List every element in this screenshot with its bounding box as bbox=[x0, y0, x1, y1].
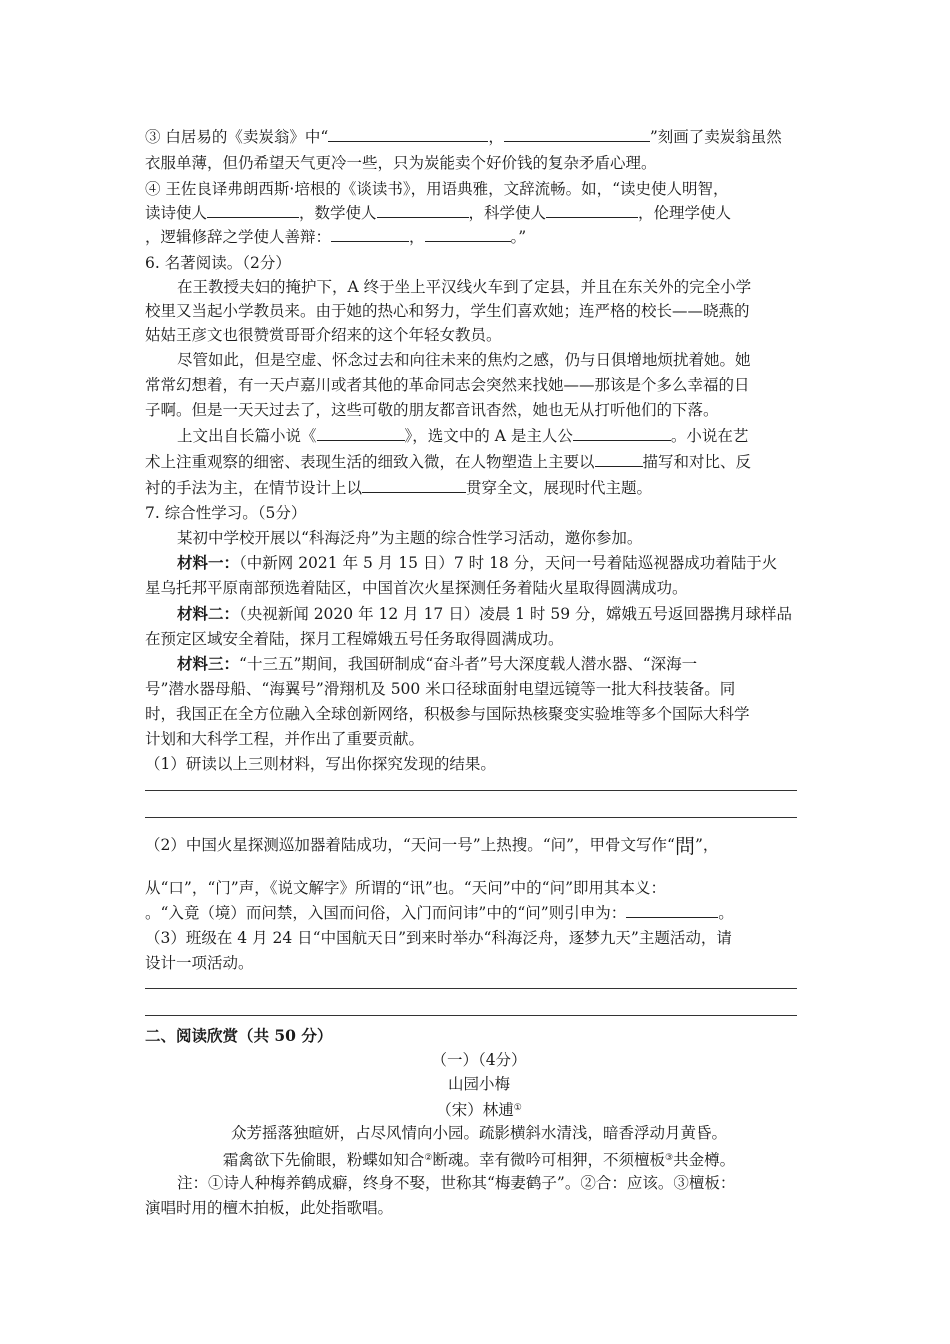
text: ③ 白居易的《卖炭翁》中“ bbox=[145, 128, 329, 146]
answer-blank[interactable] bbox=[595, 451, 643, 467]
text: ，科学使人 bbox=[468, 204, 547, 222]
answer-line[interactable] bbox=[145, 1015, 797, 1016]
text: 》，选文中的 A 是主人公 bbox=[404, 427, 573, 445]
answer-blank[interactable] bbox=[504, 126, 650, 142]
text: 贯穿全文，展现时代主题。 bbox=[466, 479, 653, 497]
q7-title: 7. 综合性学习。（5分） bbox=[145, 504, 307, 522]
q7-material3-line4: 计划和大科学工程，并作出了重要贡献。 bbox=[145, 730, 425, 748]
text: （中新网 2021 年 5 月 15 日）7 时 18 分，天问一号着陆巡视器成功着陆于火 bbox=[239, 554, 778, 572]
text: ，数学使人 bbox=[299, 204, 377, 222]
oracle-bone-wen-glyph: 問 bbox=[674, 834, 695, 858]
note-marker: ② bbox=[424, 1153, 433, 1163]
q6-p2-line3: 子啊。但是一天天过去了，这些可敬的朋友都音讯杳然，她也无从打听他们的下落。 bbox=[145, 401, 719, 419]
answer-blank[interactable] bbox=[425, 226, 511, 242]
q7-material3-line3: 时，我国正在全方位融入全球创新网络，积极参与国际热核聚变实验堆等多个国际大科学 bbox=[145, 705, 750, 723]
text: ”， bbox=[694, 836, 719, 854]
text: ，伦理学使人 bbox=[638, 204, 732, 222]
text: 衬的手法为主，在情节设计上以 bbox=[145, 479, 363, 497]
answer-blank[interactable] bbox=[328, 126, 488, 142]
q6-p2-line2: 常常幻想着，有一天卢嘉川或者其他的革命同志会突然来找她——那该是个多么幸福的日 bbox=[145, 376, 750, 394]
q5-item3-line2: 衣服单薄，但仍希望天气更冷一些，只为炭能卖个好价钱的复杂矛盾心理。 bbox=[145, 154, 657, 172]
answer-blank[interactable] bbox=[546, 202, 638, 218]
poem-notes-line1: 注：①诗人种梅养鹤成癖，终身不娶，世称其“梅妻鹤子”。②合：应该。③檀板： bbox=[177, 1174, 736, 1192]
answer-line[interactable] bbox=[145, 988, 797, 989]
text: 。小说在艺 bbox=[670, 427, 749, 445]
q7-material1-line1 bbox=[177, 552, 813, 574]
text: ”刻画了卖炭翁虽然 bbox=[649, 128, 782, 146]
q7-material3-line2: 号”潜水器母船、“海翼号”滑翔机及 500 米口径球面射电望远镜等一批大科技装备。同 bbox=[145, 680, 736, 698]
poem-author bbox=[145, 1097, 813, 1121]
text: “十三五”期间，我国研制成“奋斗者”号大深度载人潜水器、“深海一 bbox=[239, 655, 698, 673]
text: ， bbox=[488, 128, 504, 146]
q7-material2-line2: 在预定区域安全着陆，探月工程嫦娥五号任务取得圆满成功。 bbox=[145, 630, 564, 648]
text: 读诗使人 bbox=[145, 204, 208, 222]
q6-p3-line3 bbox=[145, 477, 813, 499]
poem-line2 bbox=[145, 1147, 813, 1171]
q7-material1-line2: 星乌托邦平原南部预选着陆区，中国首次火星探测任务着陆火星取得圆满成功。 bbox=[145, 579, 688, 597]
q5-item4-line2 bbox=[145, 202, 813, 224]
text: 上文出自长篇小说《 bbox=[177, 427, 317, 445]
text: 断魂。幸有微吟可相狎，不须檀板 bbox=[432, 1151, 665, 1169]
poem-line1: 众芳摇落独暄妍，占尽风情向小园。疏影横斜水清浅，暗香浮动月黄昏。 bbox=[230, 1124, 727, 1142]
text: ， bbox=[409, 228, 425, 246]
q7-intro: 某初中学校开展以“科海泛舟”为主题的综合性学习活动，邀你参加。 bbox=[177, 529, 643, 547]
answer-blank[interactable] bbox=[377, 202, 469, 218]
material1-label: 材料一： bbox=[177, 553, 240, 572]
q6-p1-line3: 姑姑王彦文也很赞赏哥哥介绍来的这个年轻女教员。 bbox=[145, 326, 502, 344]
material3-label: 材料三： bbox=[177, 654, 240, 673]
q6-title: 6. 名著阅读。（2分） bbox=[145, 254, 291, 272]
q7-sub3-line1: （3）班级在 4 月 24 日“中国航天日”到来时举办“科海泛舟，逐梦九天”主题活动，请 bbox=[145, 929, 732, 947]
answer-blank[interactable] bbox=[626, 902, 718, 918]
answer-blank[interactable] bbox=[362, 477, 466, 493]
q5-item4-line3 bbox=[145, 226, 813, 248]
q7-material3-line1 bbox=[177, 653, 813, 675]
poem-part-label: （一）（4分） bbox=[431, 1051, 527, 1069]
answer-line[interactable] bbox=[145, 790, 797, 791]
text: 。 bbox=[718, 904, 734, 922]
answer-blank[interactable] bbox=[317, 425, 405, 441]
q5-item3-line1 bbox=[145, 126, 813, 148]
q6-p1-line2: 校里又当起小学教员来。由于她的热心和努力，学生们喜欢她；连严格的校长——晓燕的 bbox=[145, 302, 750, 320]
text: （2）中国火星探测巡加器着陆成功，“天问一号”上热搜。“问”，甲骨文写作“ bbox=[145, 836, 675, 854]
text: （央视新闻 2020 年 12 月 17 日）凌晨 1 时 59 分，嫦娥五号返回器携月球样品 bbox=[239, 605, 793, 623]
note-marker: ③ bbox=[665, 1153, 674, 1163]
q7-sub1: （1）研读以上三则材料，写出你探究发现的结果。 bbox=[145, 755, 496, 773]
text: ，逻辑修辞之学使人善辩： bbox=[145, 228, 332, 246]
q6-p2-line1: 尽管如此，但是空虚、怀念过去和向往未来的焦灼之感，仍与日俱增地烦扰着她。她 bbox=[177, 351, 751, 369]
note-marker: ① bbox=[513, 1103, 522, 1113]
q6-p3-line2 bbox=[145, 451, 813, 473]
material2-label: 材料二： bbox=[177, 604, 240, 623]
q5-item4-line1: ④ 王佐良译弗朗西斯·培根的《谈读书》，用语典雅，文辞流畅。如，“读史使人明智， bbox=[145, 180, 729, 198]
text: 描写和对比、反 bbox=[642, 453, 752, 471]
answer-blank[interactable] bbox=[573, 425, 671, 441]
answer-line[interactable] bbox=[145, 817, 797, 818]
q7-sub2-line3 bbox=[145, 902, 813, 924]
text: （宋）林逋 bbox=[436, 1101, 514, 1119]
text: 。” bbox=[510, 228, 527, 246]
section2-title: 二、阅读欣赏（共 50 分） bbox=[145, 1026, 333, 1045]
poem-notes-line2: 演唱时用的檀木拍板，此处指歌唱。 bbox=[145, 1199, 394, 1217]
text: 。“入竟（境）而问禁，入国而问俗，入门而问讳”中的“问”则引申为： bbox=[145, 904, 627, 922]
q7-sub3-line2: 设计一项活动。 bbox=[145, 954, 254, 972]
q6-p3-line1 bbox=[177, 425, 813, 447]
q7-sub2-line1 bbox=[145, 834, 813, 857]
answer-blank[interactable] bbox=[207, 202, 299, 218]
text: 霜禽欲下先偷眼，粉蝶如知合 bbox=[222, 1151, 425, 1169]
poem-title: 山园小梅 bbox=[447, 1075, 510, 1093]
q7-material2-line1 bbox=[177, 603, 813, 625]
q6-p1-line1: 在王教授夫妇的掩护下，A 终于坐上平汉线火车到了定县，并且在东关外的完全小学 bbox=[177, 278, 752, 296]
text: 术上注重观察的细密、表现生活的细致入微，在人物塑造上主要以 bbox=[145, 453, 595, 471]
text: 共金樽。 bbox=[673, 1151, 736, 1169]
q7-sub2-line2: 从“口”，“门”声，《说文解字》所谓的“讯”也。“天问”中的“问”即用其本义： bbox=[145, 879, 666, 897]
answer-blank[interactable] bbox=[331, 226, 409, 242]
